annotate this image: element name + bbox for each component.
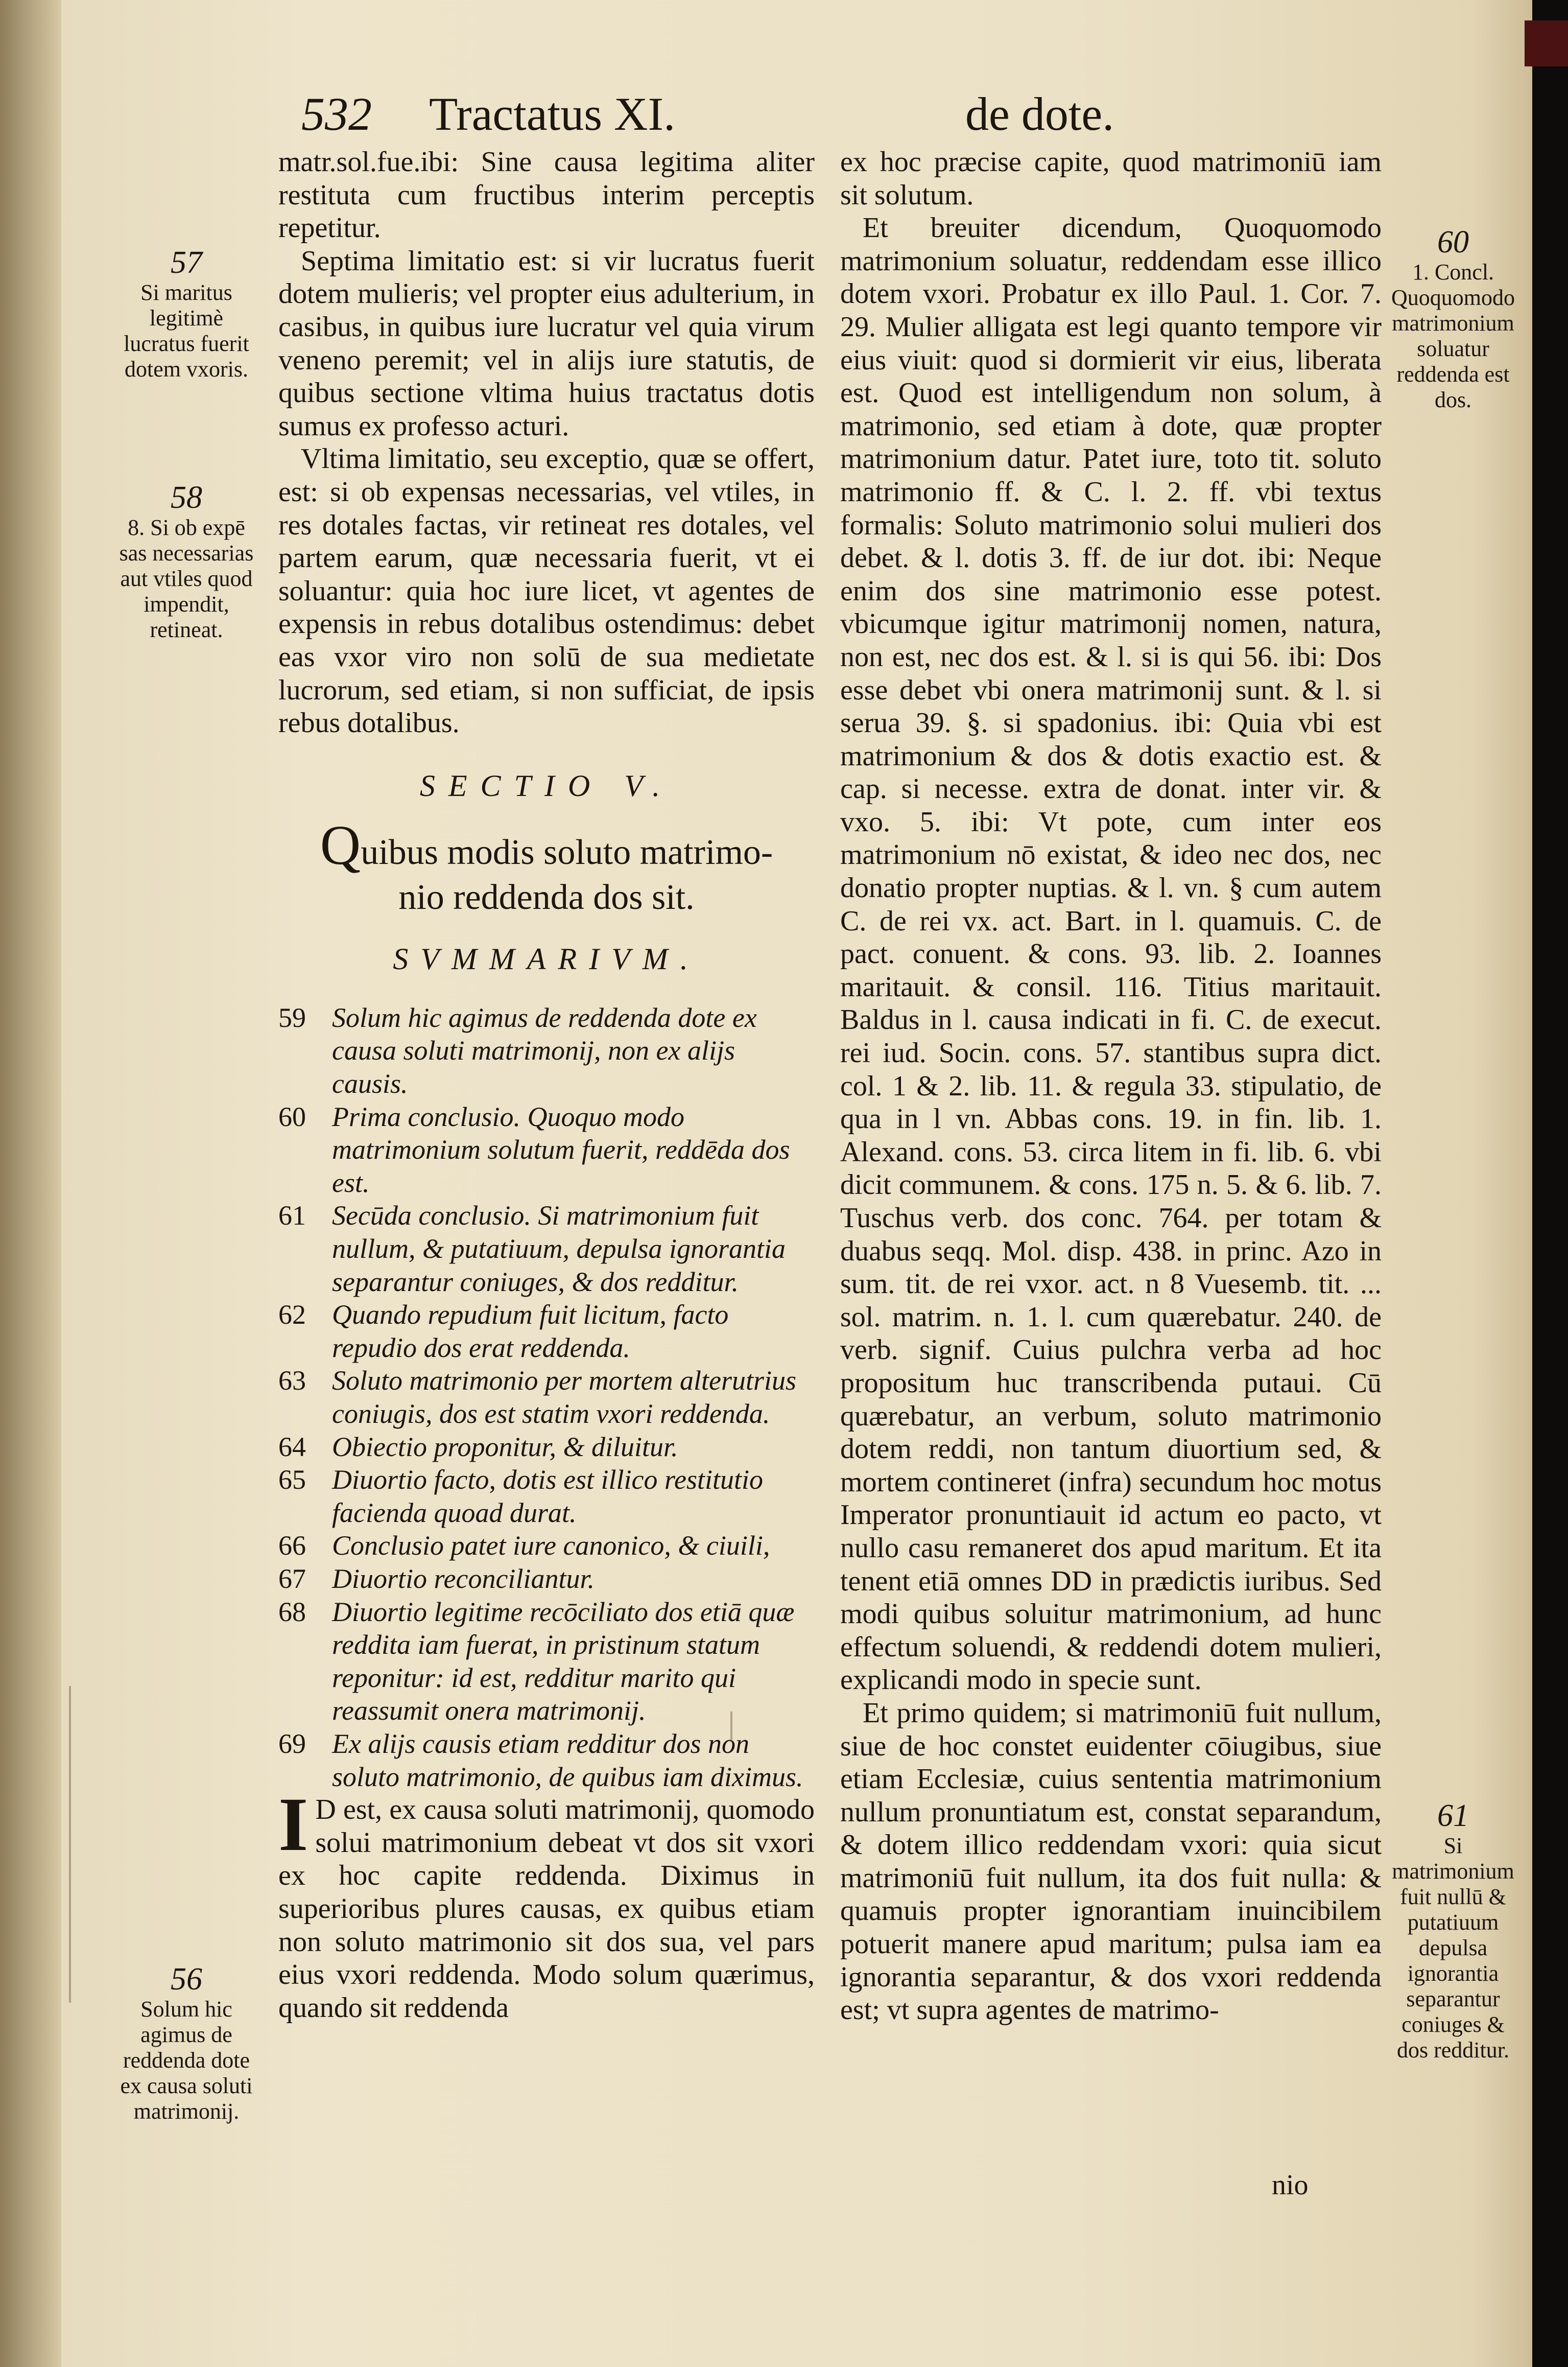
section-heading [278,814,815,920]
margin-note-number: 60 [1437,225,1469,260]
bookmark-tab [1525,20,1568,66]
paragraph: ex hoc præcise capite, quod matrimoniū iam sit solutum. [840,146,1382,211]
margin-note [117,245,255,382]
drop-cap: I [278,1782,308,1867]
heading-initial: Q [320,814,361,877]
margin-note [1389,225,1517,413]
summary-item [278,1529,815,1562]
summary-text: Prima conclusio. Quoquo modo matrimonium solutum fuerit, reddēda dos est. [332,1101,790,1198]
running-head-tractatus: Tractatus XI. [429,88,676,140]
summary-text: Solum hic agimus de reddenda dote ex causa soluti matrimonij, non ex alijs causis. [332,1002,757,1099]
margin-note [1389,1798,1517,2063]
page-number: 532 [301,88,372,140]
margin-note-number: 58 [171,480,202,515]
summary-number: 68 [278,1596,306,1627]
right-column [840,146,1382,2027]
paragraph: Septima limitatio est: si vir lucratus fuerit dotem mulieris; vel propter eius adulterium, in casibus, in quibus iure lucratur vel quia virum veneno peremit; vel in alijs iure statutis, de quibus sectione vltima huius tractatus dotis sumus ex professo acturi. [278,245,815,442]
margin-note-number: 57 [171,245,202,280]
margin-note-number: 61 [1437,1798,1469,1833]
summary-text: Soluto matrimonio per mortem alterutrius coniugis, dos est statim vxori reddenda. [332,1365,797,1429]
summary-item [278,1562,815,1596]
body-paragraph [278,1782,815,2024]
paragraph: Et primo quidem; si matrimoniū fuit nullum, siue de hoc constet euidenter cōiugibus, siue etiam Ecclesiæ, cuius sententia matrimonium nullum pronuntiatum est, constat separandum, & dotem illico reddendam vxori: quia sicut matrimoniū fuit nullum, ita dos fuit nulla: & quamuis propter ignorantiam inuincibilem potuerit manere apud maritum; pulsa iam ea ignorantia separantur, & dos vxori reddenda est; vt supra agentes de matrimo- [840,1697,1382,2026]
summary-number: 61 [278,1200,306,1231]
heading-line-2: nio reddenda dos sit. [398,878,695,918]
summary-text: Obiectio proponitur, & diluitur. [332,1431,678,1462]
catchword: nio [1272,2169,1309,2201]
summary-number: 62 [278,1299,306,1330]
summary-item [278,1100,815,1200]
pencil-mark [69,1686,71,2003]
margin-note-text: Si maritus legitimè lucratus fuerit dotem vxoris. [124,280,249,382]
left-column [278,146,815,2024]
summary-number: 63 [278,1365,306,1396]
summarium-title: SVMMARIVM. [393,942,700,976]
summary-text: Secūda conclusio. Si matrimonium fuit nullum, & putatiuum, depulsa ignorantia separantur coniuges, & dos redditur. [332,1200,786,1297]
summary-text: Quando repudium fuit licitum, facto repudio dos erat reddenda. [332,1299,729,1363]
summary-number: 67 [278,1563,306,1594]
summary-text: Diuortio facto, dotis est illico restitutio facienda quoad durat. [332,1464,763,1528]
summary-number: 64 [278,1431,306,1462]
summary-number: 60 [278,1101,306,1132]
page-gutter [0,0,61,2367]
summary-item [278,1199,815,1298]
summary-item [278,1727,815,1793]
running-head-title: de dote. [965,88,1114,140]
summary-text: Diuortio legitime recōciliato dos etiā quæ reddita iam fuerat, in pristinum statum reponitur: id est, redditur marito qui reassumit onera matrimonij. [332,1596,795,1726]
section-label: SECTIO V. [419,768,674,803]
summary-text: Ex alijs causis etiam redditur dos non soluto matrimonio, de quibus iam diximus. [332,1728,803,1792]
margin-note-text: Solum hic agimus de reddenda dote ex causa soluti matrimonij. [120,1997,253,2124]
pencil-mark [730,1712,732,1742]
summary-number: 69 [278,1728,306,1759]
summary-number: 65 [278,1464,306,1495]
paragraph: matr.sol.fue.ibi: Sine causa legitima aliter restituta cum fructibus interim perceptis repetitur. [278,146,815,244]
margin-note [117,480,255,643]
paragraph: Et breuiter dicendum, Quoquomodo matrimonium soluatur, reddendam esse illico dotem vxori. Probatur ex illo Paul. 1. Cor. 7. 29. Mulier alligata est legi quanto tempore vir eius viuit: quod si dormierit vir eius, liberata est. Quod est intelligendum non solum, à matrimonio, sed etiam à dote, quæ propter matrimonium datur. Patet iure, toto tit. soluto matrimonio ff. & C. l. 2. ff. vbi textus formalis: Soluto matrimonio solui mulieri dos debet. & l. dotis 3. ff. de iur dot. ibi: Neque enim dos sine matrimonio esse potest. vbicumque igitur matrimonij nomen, natura, non est, nec dos est. & l. si is qui 56. ibi: Dos esse debet vbi onera matrimonij sunt. & l. si serua 39. §. si spadonius. ibi: Quia vbi est matrimonium & dos & dotis exactio est. & cap. si necesse. extra de donat. inter vir. & vxo. 5. ibi: Vt pote, cum inter eos matrimonium nō existat, & ideo nec dos, nec donatio propter nuptias. & l. vn. § cum autem C. de rei vx. act. Bart. in l. quamuis. C. de pact. conuent. & cons. 93. lib. 2. Ioannes maritauit. & consil. 116. Titius maritauit. Baldus in l. causa indicati in fi. C. de execut. rei iud. Socin. cons. 57. stantibus supra dict. col. 1 & 2. lib. 11. & regula 33. stipulatio, de qua in l vn. Abbas cons. 19. in fin. lib. 1. Alexand. cons. 53. circa litem in fi. lib. 6. vbi dicit communem. & cons. 175 n. 5. & 6. lib. 7. Tuschus verb. dos conc. 764. per totam & duabus seqq. Mol. disp. 438. in princ. Azo in sum. tit. de rei vxor. act. n 8 Vuesemb. tit. ... sol. matrim. n. 1. l. cum quærebatur. 240. de verb. signif. Cuius pulchra verba ad hoc propositum huc transcribenda putaui. Cū quærebatur, an verbum, soluto matrimonio dotem reddi, non tantum diuortium sed, & mortem contineret (infra) secundum hoc motus Imperator pronuntiauit id actum eo pacto, vt nullo casu remaneret dos apud maritum. Et ita tenent etiā omnes DD in prædictis iuribus. Sed modi quibus soluitur matrimonium, ad hunc effectum soluendi, & reddendi dotem mulieri, explicandi modo in specie sunt. [840,212,1382,1696]
body-text: D est, ex causa soluti matrimonij, quomodo solui matrimonium debeat vt dos sit vxori ex hoc capite reddenda. Diximus in superioribus plures causas, ex quibus etiam non soluto matrimonio sit dos sua, vel pars eius vxori reddenda. Modo solum quærimus, quando sit reddenda [278,1794,815,2024]
page-edge [1532,0,1568,2367]
summary-item [278,1001,815,1100]
summary-number: 66 [278,1530,306,1561]
summary-item [278,1364,815,1430]
margin-note-text: 1. Concl. Quoquomodo matrimonium soluatur reddenda est dos. [1391,260,1515,412]
summary-item [278,1463,815,1529]
summary-item [278,1596,815,1727]
summary-text: Conclusio patet iure canonico, & ciuili, [332,1530,770,1561]
margin-note [117,1962,255,2124]
margin-note-text: Si matrimonium fuit nullū & putatiuum depulsa ignorantia separantur coniuges & dos redditur. [1392,1833,1514,2063]
margin-note-number: 56 [171,1962,202,1997]
summary-text: Diuortio reconciliantur. [332,1563,595,1594]
margin-note-text: 8. Si ob expē sas necessarias aut vtiles quod impendit, retineat. [119,515,254,642]
paragraph: Vltima limitatio, seu exceptio, quæ se offert, est: si ob expensas necessarias, vel vtiles, in res dotales factas, vir retineat res dotales, vel partem earum, quæ necessaria fuerit, vt ei soluantur: quia hoc iure licet, vt agentes de expensis in rebus dotalibus ostendimus: debet eas vxor viro non solū de sua medietate lucrorum, sed etiam, si non sufficiat, de ipsis rebus dotalibus. [278,443,815,739]
summary-item [278,1431,815,1464]
summary-item [278,1298,815,1364]
heading-line-1: uibus modis soluto matrimo- [361,833,773,873]
summary-number: 59 [278,1002,306,1033]
